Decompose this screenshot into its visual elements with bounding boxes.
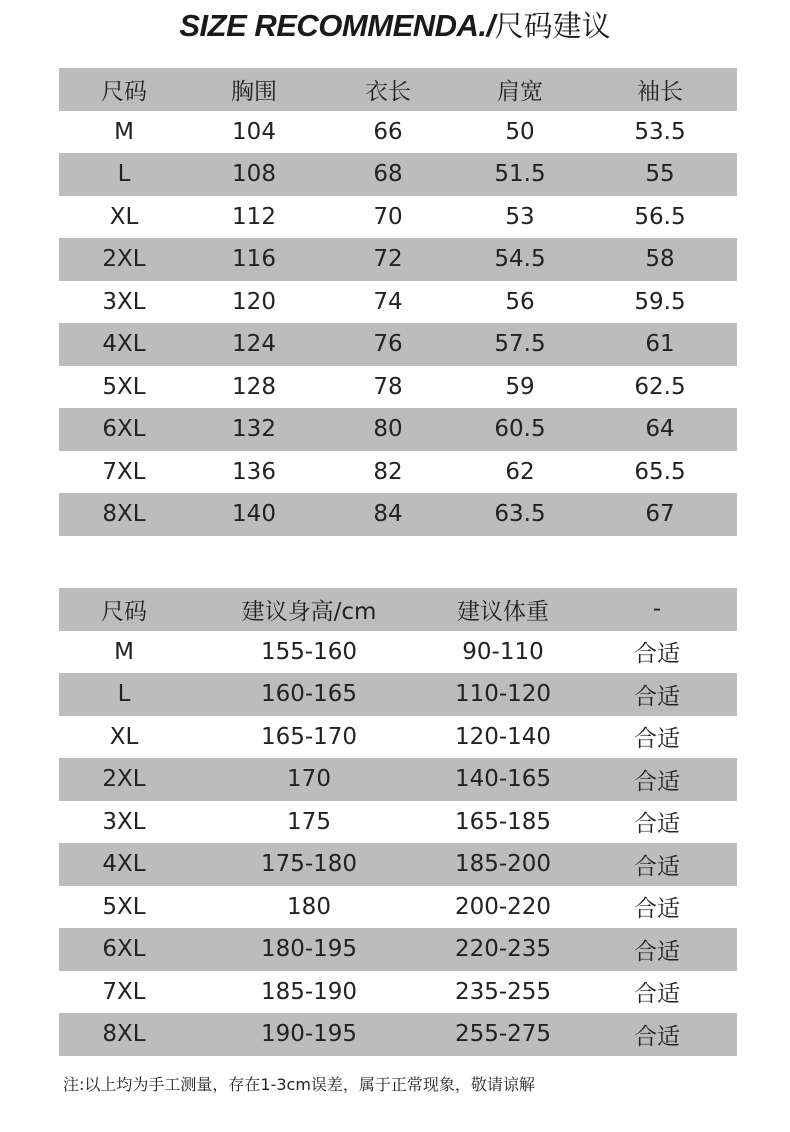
measurement-table-body (59, 111, 737, 536)
table-cell: 165-170 (260, 723, 358, 750)
table-cell: 60.5 (494, 416, 546, 443)
table-cell: 185-200 (454, 851, 552, 878)
table-row (59, 631, 737, 674)
table-row (59, 451, 737, 494)
table-row (59, 971, 737, 1014)
table-row (59, 196, 737, 239)
table-cell: 180-195 (260, 936, 358, 963)
table-cell: 108 (232, 161, 276, 188)
table-cell: 53.5 (634, 118, 686, 145)
table-cell: 3XL (102, 288, 146, 315)
table-cell: 72 (373, 246, 403, 273)
table-cell: 61 (645, 331, 675, 358)
table-cell: 合适 (634, 641, 680, 668)
page-title (0, 6, 790, 46)
table-cell: 54.5 (494, 246, 546, 273)
table-cell: 140 (232, 501, 276, 528)
table-row (59, 928, 737, 971)
header-sleeve: 袖长 (637, 78, 683, 105)
table-cell: 56 (505, 288, 535, 315)
table-cell: 8XL (102, 1021, 146, 1048)
table-cell: 235-255 (454, 978, 552, 1005)
table-cell: 84 (373, 501, 403, 528)
table-cell: 7XL (102, 978, 146, 1005)
table-cell: 50 (505, 118, 535, 145)
table-cell: 63.5 (494, 501, 546, 528)
table-cell: 120-140 (454, 723, 552, 750)
fit-table-header-row (59, 588, 737, 631)
table-cell: 220-235 (454, 936, 552, 963)
table-cell: 51.5 (494, 161, 546, 188)
table-cell: 53 (505, 203, 535, 230)
table-cell: 56.5 (634, 203, 686, 230)
table-cell: 112 (232, 203, 276, 230)
table-cell: XL (109, 723, 139, 750)
table-row (59, 238, 737, 281)
table-cell: 5XL (102, 893, 146, 920)
table-cell: 62.5 (634, 373, 686, 400)
table-cell: 8XL (102, 501, 146, 528)
table-cell: 185-190 (260, 978, 358, 1005)
table-cell: 合适 (634, 896, 680, 923)
table-row (59, 843, 737, 886)
table-cell: 59.5 (634, 288, 686, 315)
table-cell: 80 (373, 416, 403, 443)
table-cell: 5XL (102, 373, 146, 400)
table-cell: 116 (232, 246, 276, 273)
table-cell: 120 (232, 288, 276, 315)
header-shoulder: 肩宽 (497, 78, 543, 105)
table-cell: 62 (505, 458, 535, 485)
table-cell: 3XL (102, 808, 146, 835)
table-cell: 合适 (634, 938, 680, 965)
header-fit: - (652, 596, 662, 623)
table-cell: L (117, 681, 131, 708)
table-cell: 65.5 (634, 458, 686, 485)
table-cell: 200-220 (454, 893, 552, 920)
table-cell: 78 (373, 373, 403, 400)
table-cell: XL (109, 203, 139, 230)
table-row (59, 673, 737, 716)
table-cell: 155-160 (260, 638, 358, 665)
table-cell: 70 (373, 203, 403, 230)
table-row (59, 1013, 737, 1056)
header-size: 尺码 (101, 598, 147, 625)
table-cell: 合适 (634, 726, 680, 753)
header-size: 尺码 (101, 78, 147, 105)
page-title-chinese: 尺码建议 (494, 9, 611, 43)
table-row (59, 716, 737, 759)
table-row (59, 366, 737, 409)
table-cell: 255-275 (454, 1021, 552, 1048)
table-cell: 132 (232, 416, 276, 443)
table-cell: 67 (645, 501, 675, 528)
table-cell: 合适 (634, 768, 680, 795)
table-cell: 74 (373, 288, 403, 315)
table-row (59, 408, 737, 451)
table-row (59, 886, 737, 929)
table-cell: 170 (287, 766, 331, 793)
table-cell: 128 (232, 373, 276, 400)
header-weight: 建议体重 (457, 598, 549, 625)
table-row (59, 111, 737, 154)
table-cell: M (114, 638, 134, 665)
table-cell: 165-185 (454, 808, 552, 835)
table-cell: 4XL (102, 851, 146, 878)
table-cell: 合适 (634, 811, 680, 838)
header-height: 建议身高/cm (241, 598, 377, 625)
table-cell: 59 (505, 373, 535, 400)
table-cell: M (114, 118, 134, 145)
table-cell: L (117, 161, 131, 188)
table-cell: 6XL (102, 936, 146, 963)
table-cell: 7XL (102, 458, 146, 485)
table-cell: 2XL (102, 766, 146, 793)
table-cell: 175-180 (260, 851, 358, 878)
table-cell: 合适 (634, 1023, 680, 1050)
table-cell: 140-165 (454, 766, 552, 793)
table-cell: 110-120 (454, 681, 552, 708)
page-title-english: SIZE RECOMMENDA./ (179, 8, 495, 43)
table-cell: 82 (373, 458, 403, 485)
table-row (59, 801, 737, 844)
table-cell: 55 (645, 161, 675, 188)
table-cell: 68 (373, 161, 403, 188)
table-row (59, 153, 737, 196)
table-cell: 190-195 (260, 1021, 358, 1048)
table-cell: 6XL (102, 416, 146, 443)
table-cell: 160-165 (260, 681, 358, 708)
table-row (59, 493, 737, 536)
table-cell: 66 (373, 118, 403, 145)
table-cell: 2XL (102, 246, 146, 273)
table-cell: 175 (287, 808, 331, 835)
measurement-note: 注:以上均为手工测量，存在1-3cm误差，属于正常现象，敬请谅解 (63, 1075, 535, 1094)
table-cell: 90-110 (462, 638, 544, 665)
table-row (59, 323, 737, 366)
header-length: 衣长 (365, 78, 411, 105)
fit-table-body (59, 631, 737, 1056)
table-cell: 57.5 (494, 331, 546, 358)
table-cell: 58 (645, 246, 675, 273)
table-cell: 4XL (102, 331, 146, 358)
table-cell: 64 (645, 416, 675, 443)
table-row (59, 758, 737, 801)
table-row (59, 281, 737, 324)
measurement-table (59, 68, 737, 536)
table-cell: 104 (232, 118, 276, 145)
table-cell: 124 (232, 331, 276, 358)
table-cell: 180 (287, 893, 331, 920)
table-cell: 136 (232, 458, 276, 485)
header-chest: 胸围 (231, 78, 277, 105)
table-cell: 合适 (634, 981, 680, 1008)
fit-table (59, 588, 737, 1056)
measurement-table-header-row (59, 68, 737, 111)
table-cell: 合适 (634, 683, 680, 710)
table-cell: 76 (373, 331, 403, 358)
table-cell: 合适 (634, 853, 680, 880)
